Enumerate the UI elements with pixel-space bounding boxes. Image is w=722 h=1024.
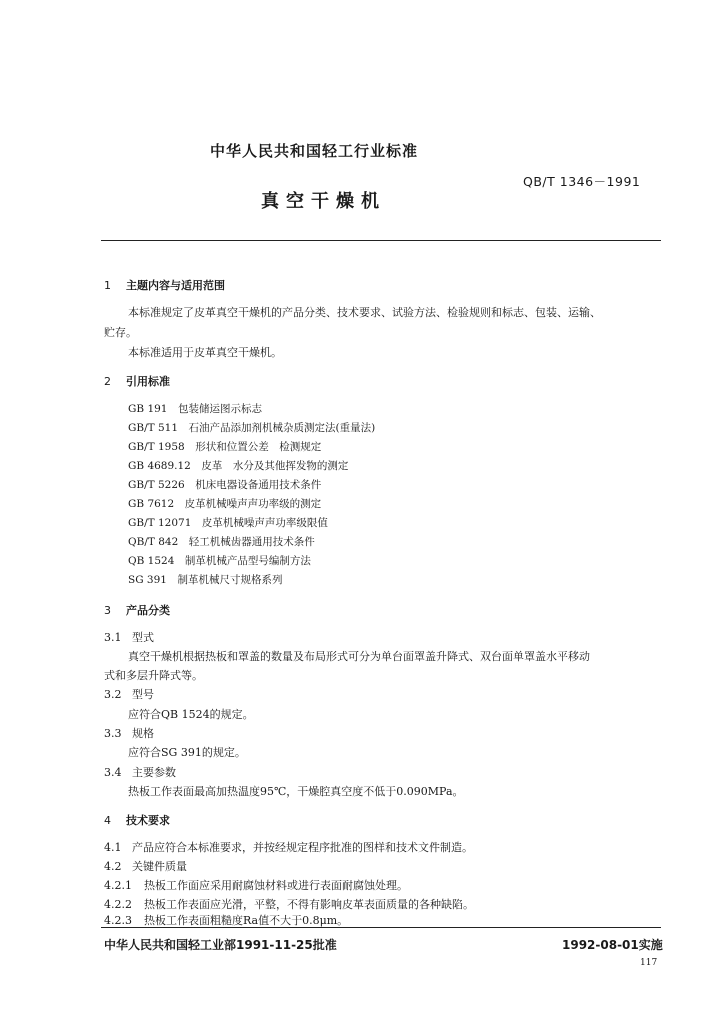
reference-item: GB 7612 皮革机械噪声声功率级的测定 (128, 498, 322, 510)
clause-number: 4.2 (104, 860, 122, 873)
clause-number: 4.2.2 (104, 898, 132, 911)
standard-number: QB/T 1346－1991 (523, 174, 641, 189)
subsection-3-4-body: 热板工作表面最高加热温度95℃，干燥腔真空度不低于0.090MPa。 (128, 785, 464, 798)
subsection-3-2-body: 应符合QB 1524的规定。 (128, 708, 254, 721)
reference-item: SG 391 制革机械尺寸规格系列 (128, 574, 283, 586)
reference-item: GB 4689.12 皮革 水分及其他挥发物的测定 (128, 460, 349, 472)
subsection-title: 规格 (132, 727, 154, 740)
clause-4-2-2 (104, 896, 474, 912)
subsection-3-1-line-1: 真空干燥机根据热板和罩盖的数量及布局形式可分为单台面罩盖升降式、双台面单罩盖水平移动 (128, 650, 590, 663)
issuing-body-heading: 中华人民共和国轻工行业标准 (210, 142, 419, 160)
clause-text: 关键件质量 (132, 860, 187, 873)
section-1-paragraph-2: 本标准适用于皮革真空干燥机。 (128, 346, 282, 359)
approval-line: 中华人民共和国轻工业部1991-11-25批准 (104, 938, 337, 952)
document-title: 真空干燥机 (261, 191, 386, 212)
subsection-number: 3.1 (104, 631, 122, 644)
section-3-heading (104, 602, 170, 618)
subsection-title: 主要参数 (132, 766, 176, 779)
subsection-3-3-heading (104, 725, 154, 741)
implementation-date: 1992-08-01实施 (562, 938, 663, 952)
section-number: 3 (104, 604, 111, 617)
section-1-paragraph-1-line-1: 本标准规定了皮革真空干燥机的产品分类、技术要求、试验方法、检验规则和标志、包装、运输、 (128, 306, 601, 319)
section-title: 主题内容与适用范围 (126, 279, 225, 292)
clause-text: 产品应符合本标准要求，并按经规定程序批准的图样和技术文件制造。 (132, 841, 473, 854)
subsection-number: 3.4 (104, 766, 122, 779)
section-4-heading (104, 812, 170, 828)
section-number: 4 (104, 814, 111, 827)
clause-text: 热板工作面应采用耐腐蚀材料或进行表面耐腐蚀处理。 (144, 879, 408, 892)
section-title: 技术要求 (126, 814, 170, 827)
section-1-heading (104, 277, 225, 293)
clause-number: 4.2.3 (104, 914, 132, 927)
subsection-title: 型号 (132, 688, 154, 701)
clause-4-1 (104, 839, 473, 855)
subsection-title: 型式 (132, 631, 154, 644)
reference-item: GB/T 1958 形状和位置公差 检测规定 (128, 441, 322, 453)
section-title: 产品分类 (126, 604, 170, 617)
clause-text: 热板工作表面应光滑，平整，不得有影响皮革表面质量的各种缺陷。 (144, 898, 474, 911)
section-number: 2 (104, 375, 111, 388)
reference-item: QB/T 842 轻工机械齿器通用技术条件 (128, 536, 315, 548)
clause-4-2-1 (104, 877, 408, 893)
page-number: 117 (640, 958, 658, 968)
section-1-paragraph-1-line-2: 贮存。 (104, 326, 137, 339)
subsection-number: 3.3 (104, 727, 122, 740)
clause-text: 热板工作表面粗糙度Ra值不大于0.8μm。 (144, 914, 349, 927)
subsection-3-1-heading (104, 629, 154, 645)
subsection-3-4-heading (104, 764, 176, 780)
footer-divider (101, 927, 661, 928)
header-divider (101, 240, 661, 241)
section-2-heading (104, 373, 170, 389)
section-title: 引用标准 (126, 375, 170, 388)
clause-4-2 (104, 858, 187, 874)
subsection-3-3-body: 应符合SG 391的规定。 (128, 746, 246, 759)
reference-item: QB 1524 制革机械产品型号编制方法 (128, 555, 311, 567)
subsection-number: 3.2 (104, 688, 122, 701)
reference-item: GB/T 12071 皮革机械噪声声功率级限值 (128, 517, 328, 529)
section-number: 1 (104, 279, 111, 292)
subsection-3-2-heading (104, 686, 154, 702)
clause-number: 4.1 (104, 841, 122, 854)
reference-item: GB/T 5226 机床电器设备通用技术条件 (128, 479, 322, 491)
clause-4-2-3 (104, 912, 348, 928)
subsection-3-1-line-2: 式和多层升降式等。 (104, 669, 203, 682)
reference-item: GB 191 包装储运图示标志 (128, 403, 262, 415)
reference-item: GB/T 511 石油产品添加剂机械杂质测定法(重量法) (128, 422, 376, 434)
clause-number: 4.2.1 (104, 879, 132, 892)
